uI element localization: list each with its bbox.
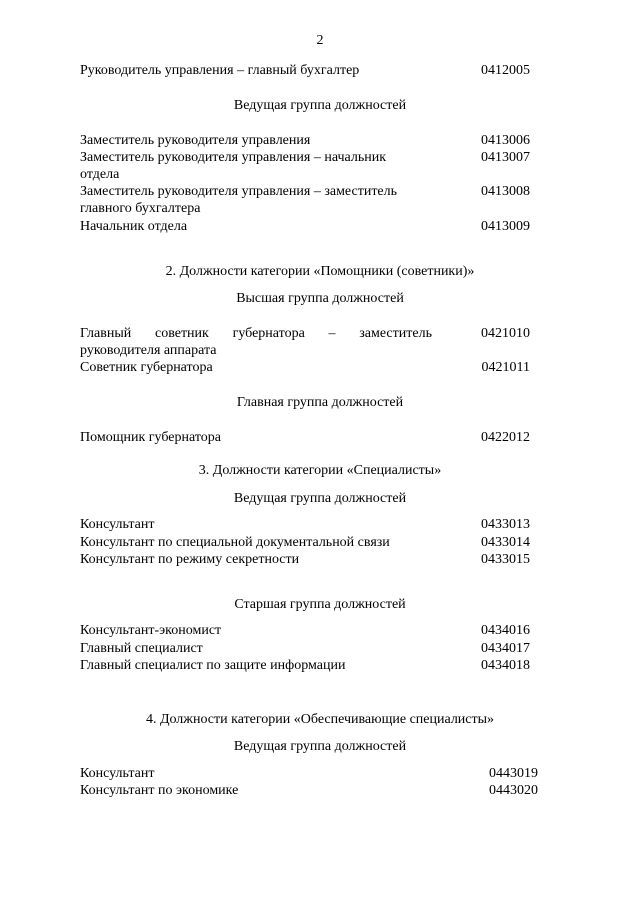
position-name: Начальник отдела bbox=[80, 219, 188, 234]
position-name: Заместитель руководителя управления bbox=[80, 133, 311, 148]
position-name: Главный советник губернатора – заместитель руководителя аппарата bbox=[80, 326, 432, 358]
group-heading: Ведущая группа должностей bbox=[233, 491, 407, 506]
position-code: 0443020 bbox=[489, 783, 538, 798]
position-code: 0422012 bbox=[481, 430, 530, 445]
position-name: Консультант bbox=[80, 766, 155, 781]
position-code: 0433015 bbox=[481, 552, 530, 567]
position-row bbox=[80, 765, 538, 782]
position-row bbox=[80, 62, 530, 79]
section-title: 3. Должности категории «Специалисты» bbox=[198, 463, 442, 478]
position-row bbox=[80, 534, 530, 551]
position-row bbox=[80, 149, 530, 183]
position-code: 0421010 bbox=[481, 326, 530, 341]
position-row bbox=[80, 782, 538, 799]
position-name: Заместитель руководителя управления – начальник отдела bbox=[80, 150, 387, 182]
position-code: 0433013 bbox=[481, 517, 530, 532]
position-name: Консультант по экономике bbox=[80, 783, 239, 798]
position-row bbox=[80, 657, 530, 674]
position-code: 0413009 bbox=[481, 219, 530, 234]
position-row bbox=[80, 183, 530, 217]
position-code: 0421011 bbox=[481, 360, 530, 375]
position-name: Советник губернатора bbox=[80, 360, 213, 375]
position-row bbox=[80, 325, 530, 359]
group-heading: Высшая группа должностей bbox=[236, 291, 404, 306]
group-heading: Ведущая группа должностей bbox=[233, 739, 407, 754]
position-row bbox=[80, 429, 530, 446]
group-heading: Старшая группа должностей bbox=[234, 597, 406, 612]
group-heading: Ведущая группа должностей bbox=[233, 98, 407, 113]
position-code: 0443019 bbox=[489, 766, 538, 781]
section-title: 4. Должности категории «Обеспечивающие специалисты» bbox=[145, 712, 495, 727]
position-name: Консультант-экономист bbox=[80, 623, 222, 638]
group-heading: Главная группа должностей bbox=[236, 395, 404, 410]
position-name: Консультант bbox=[80, 517, 155, 532]
position-row bbox=[80, 622, 530, 639]
position-code: 0412005 bbox=[481, 63, 530, 78]
position-name: Помощник губернатора bbox=[80, 430, 221, 445]
section-title: 2. Должности категории «Помощники (советники)» bbox=[165, 264, 475, 279]
position-name: Руководитель управления – главный бухгалтер bbox=[80, 63, 360, 78]
position-name: Консультант по специальной документальной связи bbox=[80, 535, 390, 550]
position-row bbox=[80, 640, 530, 657]
position-code: 0413007 bbox=[481, 150, 530, 165]
position-code: 0434016 bbox=[481, 623, 530, 638]
position-row bbox=[80, 359, 530, 376]
position-name: Консультант по режиму секретности bbox=[80, 552, 300, 567]
position-code: 0413006 bbox=[481, 133, 530, 148]
position-row bbox=[80, 132, 530, 149]
position-code: 0434018 bbox=[481, 658, 530, 673]
position-name: Главный специалист по защите информации bbox=[80, 658, 346, 673]
position-code: 0434017 bbox=[481, 641, 530, 656]
position-name: Заместитель руководителя управления – заместитель главного бухгалтера bbox=[80, 184, 398, 216]
position-code: 0433014 bbox=[481, 535, 530, 550]
position-row bbox=[80, 516, 530, 533]
position-row bbox=[80, 551, 530, 568]
position-name: Главный специалист bbox=[80, 641, 203, 656]
position-code: 0413008 bbox=[481, 184, 530, 199]
position-row bbox=[80, 218, 530, 235]
page-number: 2 bbox=[316, 33, 324, 48]
